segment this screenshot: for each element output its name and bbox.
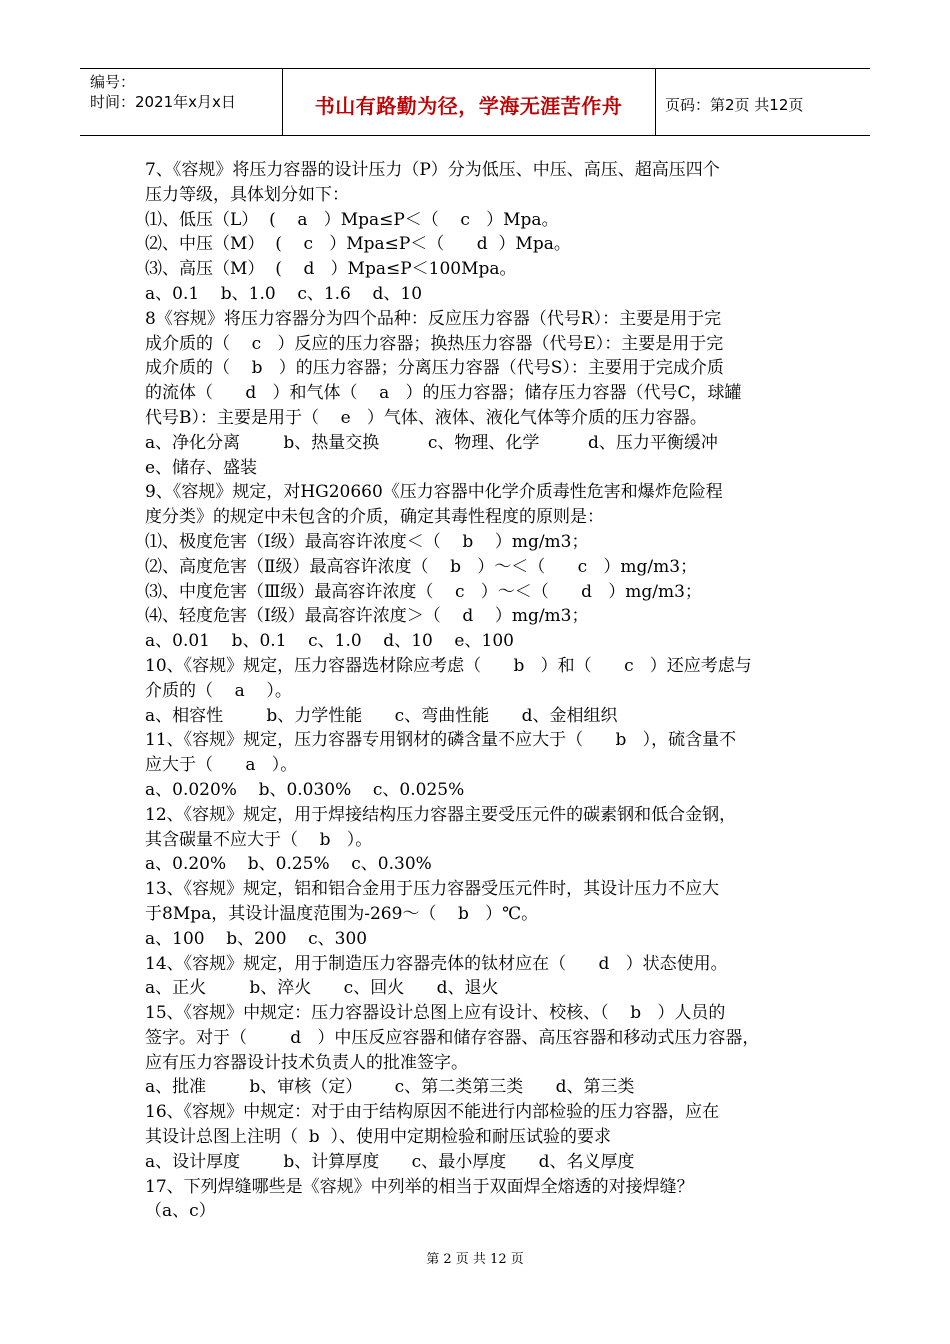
text-line: 应大于（ a ）。 bbox=[145, 755, 298, 776]
text-line: a、100 b、200 c、300 bbox=[145, 928, 368, 949]
text-line: a、批准 b、审核（定） c、第二类第三类 d、第三类 bbox=[145, 1077, 635, 1098]
text-line: 9、《容规》规定，对HG20660《压力容器中化学介质毒性危害和爆炸危险程 bbox=[145, 482, 723, 503]
page-header bbox=[80, 68, 870, 136]
text-line: ⑴、低压（L） ( a ）Mpa≤P＜（ c ）Mpa。 bbox=[145, 209, 559, 230]
text-line: ⑴、极度危害（Ⅰ级）最高容许浓度＜（ b ）mg/m3； bbox=[145, 531, 589, 552]
text-line: 成介质的（ b ）的压力容器；分离压力容器（代号S）：主要用于完成介质 bbox=[145, 358, 724, 379]
text-line: 其设计总图上注明（ b ）、使用中定期检验和耐压试验的要求 bbox=[145, 1127, 611, 1148]
header-meta bbox=[90, 72, 236, 112]
header-slogan: 书山有路勤为径，学海无涯苦作舟 bbox=[314, 94, 623, 118]
page-footer: 第 2 页 共 12 页 bbox=[426, 1252, 524, 1267]
text-line: 代号B）：主要是用于（ e ）气体、液体、液化气体等介质的压力容器。 bbox=[145, 407, 707, 428]
text-line: 15、《容规》中规定：压力容器设计总图上应有设计、校核、（ b ）人员的 bbox=[145, 1003, 726, 1024]
text-line: a、0.20% b、0.25% c、0.30% bbox=[145, 854, 432, 875]
text-line: 其含碳量不应大于（ b ）。 bbox=[145, 829, 373, 850]
text-line: ⑵、中压（M） ( c ）Mpa≤P＜（ d ）Mpa。 bbox=[145, 234, 571, 255]
text-line: （a、c） bbox=[145, 1201, 216, 1222]
text-line: a、设计厚度 b、计算厚度 c、最小厚度 d、名义厚度 bbox=[145, 1151, 635, 1172]
text-line: e、储存、盛装 bbox=[145, 457, 258, 478]
number-label: 编号： bbox=[90, 73, 136, 91]
header-bottom-rule bbox=[80, 135, 870, 136]
text-line: 10、《容规》规定，压力容器选材除应考虑（ b ）和（ c ）还应考虑与 bbox=[145, 655, 752, 676]
text-line: 于8Mpa，其设计温度范围为-269～（ b ）℃。 bbox=[145, 903, 539, 924]
text-line: a、0.01 b、0.1 c、1.0 d、10 e、100 bbox=[145, 631, 514, 652]
document-body bbox=[145, 158, 810, 1224]
text-line: ⑶、高压（M） ( d ）Mpa≤P＜100Mpa。 bbox=[145, 259, 517, 280]
text-line: 的流体（ d ）和气体（ a ）的压力容器；储存压力容器（代号C，球罐 bbox=[145, 383, 742, 404]
header-divider-right bbox=[655, 68, 656, 136]
text-line: 12、《容规》规定，用于焊接结构压力容器主要受压元件的碳素钢和低合金钢， bbox=[145, 804, 737, 825]
text-line: 11、《容规》规定，压力容器专用钢材的磷含量不应大于（ b ），硫含量不 bbox=[145, 730, 737, 751]
text-line: a、正火 b、淬火 c、回火 d、退火 bbox=[145, 978, 499, 999]
text-line: 应有压力容器设计技术负责人的批准签字。 bbox=[145, 1052, 468, 1073]
header-page-label: 页码：第2页 共12页 bbox=[665, 96, 804, 114]
text-line: 介质的（ a ）。 bbox=[145, 680, 292, 701]
text-line: 签字。对于（ d ）中压反应容器和储存容器、高压容器和移动式压力容器， bbox=[145, 1027, 760, 1048]
text-line: a、0.020% b、0.030% c、0.025% bbox=[145, 779, 465, 800]
text-line: 16、《容规》中规定：对于由于结构原因不能进行内部检验的压力容器，应在 bbox=[145, 1102, 720, 1123]
text-line: a、净化分离 b、热量交换 c、物理、化学 d、压力平衡缓冲 bbox=[145, 432, 718, 453]
text-line: a、0.1 b、1.0 c、1.6 d、10 bbox=[145, 283, 423, 304]
text-line: 14、《容规》规定，用于制造压力容器壳体的钛材应在（ d ）状态使用。 bbox=[145, 953, 728, 974]
text-line: ⑵、高度危害（Ⅱ级）最高容许浓度（ b ）～＜（ c ）mg/m3； bbox=[145, 556, 698, 577]
header-top-rule bbox=[80, 68, 870, 69]
text-line: 度分类》的规定中未包含的介质，确定其毒性程度的原则是： bbox=[145, 507, 604, 528]
text-line: 8《容规》将压力容器分为四个品种：反应压力容器（代号R）：主要是用于完 bbox=[145, 308, 722, 329]
text-line: 成介质的（ c ）反应的压力容器；换热压力容器（代号E）：主要是用于完 bbox=[145, 333, 724, 354]
text-line: 17、下列焊缝哪些是《容规》中列举的相当于双面焊全熔透的对接焊缝？ bbox=[145, 1176, 694, 1197]
text-line: 压力等级，具体划分如下： bbox=[145, 184, 349, 205]
text-line: a、相容性 b、力学性能 c、弯曲性能 d、金相组织 bbox=[145, 705, 618, 726]
time-label: 时间：2021年x月x日 bbox=[90, 93, 236, 111]
text-line: 13、《容规》规定，铝和铝合金用于压力容器受压元件时，其设计压力不应大 bbox=[145, 879, 720, 900]
text-line: ⑶、中度危害（Ⅲ级）最高容许浓度（ c ）～＜（ d ）mg/m3； bbox=[145, 581, 702, 602]
text-line: 7、《容规》将压力容器的设计压力（P）分为低压、中压、高压、超高压四个 bbox=[145, 160, 720, 180]
text-line: ⑷、轻度危害（Ⅰ级）最高容许浓度＞（ d ）mg/m3； bbox=[145, 606, 589, 627]
